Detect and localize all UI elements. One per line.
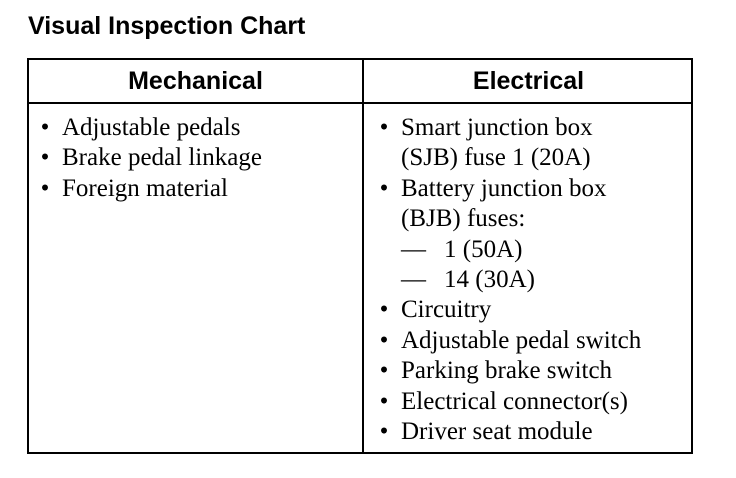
item-text-continued: (SJB) fuse 1 (20A): [401, 144, 591, 172]
bullet-icon: •: [379, 418, 389, 446]
fuse-item: [374, 235, 641, 265]
column-divider: [362, 60, 364, 452]
bullet-icon: •: [379, 174, 389, 202]
page-title: Visual Inspection Chart: [28, 12, 306, 40]
item-text: Parking brake switch: [401, 357, 613, 385]
fuse-item: [374, 265, 641, 295]
dash-icon: —: [401, 235, 426, 263]
list-item: [35, 143, 262, 173]
list-item: [374, 295, 641, 325]
mechanical-list: [35, 113, 262, 204]
mechanical-header: Mechanical: [128, 67, 263, 95]
inspection-table: [27, 58, 693, 454]
fuse-value: 14 (30A): [444, 266, 535, 294]
list-item: [374, 174, 641, 235]
item-text: Brake pedal linkage: [62, 144, 262, 172]
list-item: [374, 356, 641, 386]
item-text: Circuitry: [401, 296, 492, 324]
list-item: [35, 174, 262, 204]
bullet-icon: •: [40, 174, 50, 202]
item-text: Electrical connector(s): [401, 387, 628, 415]
fuse-value: 1 (50A): [444, 235, 523, 263]
header-divider: [29, 102, 691, 104]
item-text: Adjustable pedal switch: [401, 326, 642, 354]
bullet-icon: •: [379, 357, 389, 385]
bullet-icon: •: [40, 144, 50, 172]
bullet-icon: •: [379, 296, 389, 324]
list-item: [374, 417, 641, 447]
list-item: [374, 326, 641, 356]
bullet-icon: •: [40, 114, 50, 141]
bullet-icon: •: [379, 387, 389, 415]
dash-icon: —: [401, 266, 426, 294]
item-text: Adjustable pedals: [62, 114, 241, 141]
list-item: [374, 113, 641, 174]
item-text: Smart junction box: [401, 114, 593, 141]
bullet-icon: •: [379, 326, 389, 354]
item-text-continued: (BJB) fuses:: [401, 205, 526, 233]
item-text: Foreign material: [62, 174, 228, 202]
electrical-header: Electrical: [472, 67, 585, 95]
item-text: Battery junction box: [401, 174, 607, 202]
electrical-list: [374, 113, 641, 447]
list-item: [35, 113, 262, 143]
bullet-icon: •: [379, 114, 389, 141]
item-text: Driver seat module: [401, 418, 593, 446]
list-item: [374, 387, 641, 417]
